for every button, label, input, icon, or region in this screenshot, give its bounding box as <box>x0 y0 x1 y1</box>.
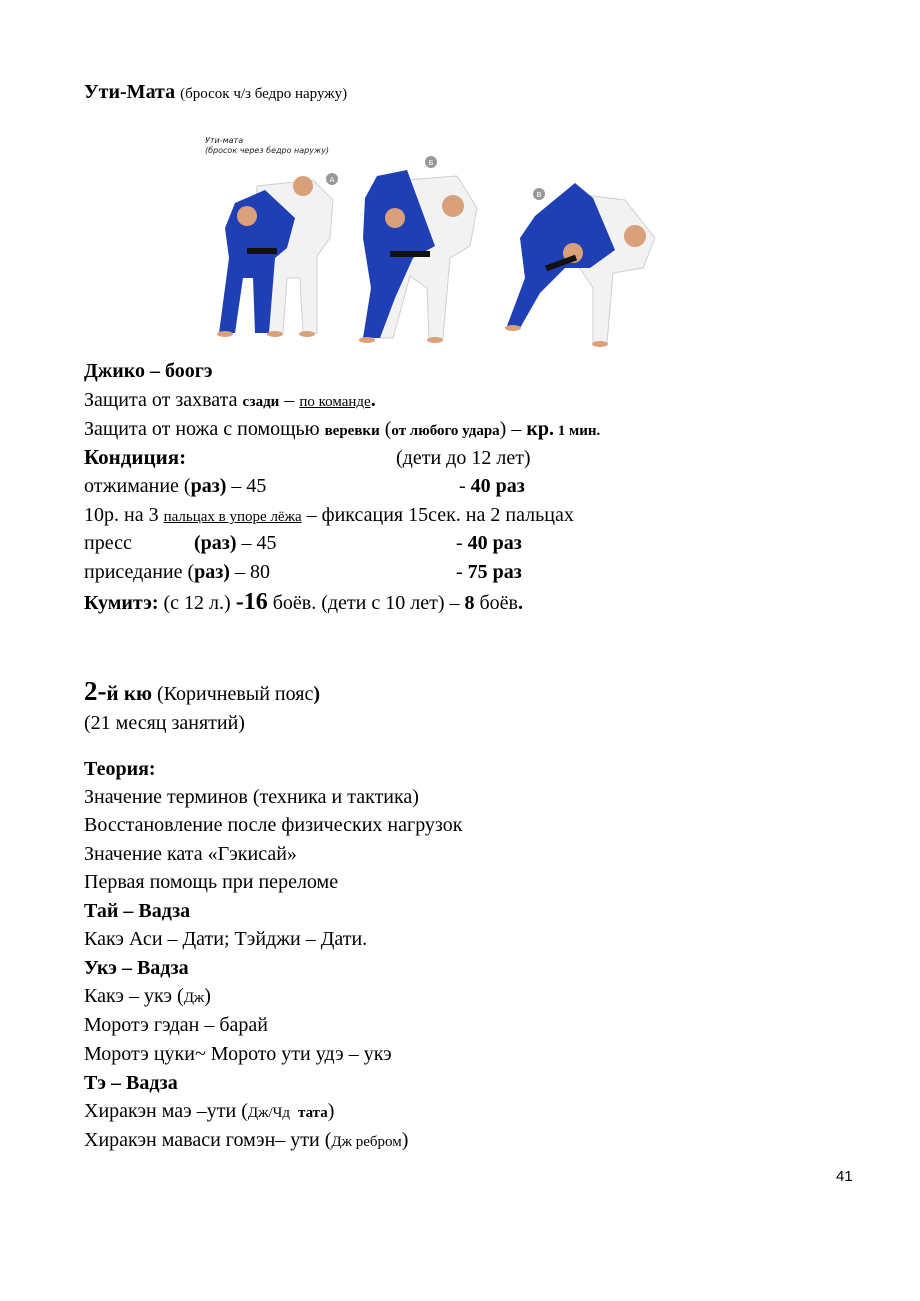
kyu-word: й кю <box>106 681 152 705</box>
uke-line-2: Моротэ гэдан – барай <box>84 1014 268 1036</box>
stage-c <box>505 183 655 347</box>
stage-b <box>359 156 477 343</box>
uke-l1-paren: ) <box>204 985 211 1007</box>
pushup-label: отжимание ( <box>84 475 191 497</box>
press-kids-value: 40 раз <box>467 532 522 554</box>
kumite-fights: боёв <box>474 592 518 614</box>
jiko-line-2 <box>84 417 600 443</box>
pushup-kids-dash: - <box>459 475 471 497</box>
fingers-suffix: – фиксация 15сек. на 2 пальцах <box>301 504 574 526</box>
press-kids-dash: - <box>456 532 468 554</box>
uke-l1-text: Какэ – укэ ( <box>84 985 184 1007</box>
jiko-line-1 <box>84 388 376 414</box>
uke-line-3: Моротэ цуки~ Морото ути удэ – укэ <box>84 1043 392 1065</box>
te-line-1 <box>84 1099 334 1125</box>
fingers-prefix: 10р. на 3 <box>84 504 164 526</box>
te-l2-abbr: Дж ребром <box>331 1134 402 1150</box>
subtitle-uchi-mata: (бросок ч/з бедро наружу) <box>180 86 348 102</box>
judo-throw-drawing <box>195 128 665 350</box>
row-press <box>84 531 132 555</box>
press-label: пресс <box>84 532 132 554</box>
theory-item: Первая помощь при переломе <box>84 871 339 893</box>
row-fingers <box>84 503 574 529</box>
squat-label: приседание ( <box>84 561 195 583</box>
jiko-l2-dash: ) – <box>499 418 527 440</box>
row-kumite <box>84 590 523 615</box>
te-l1-text: Хиракэн маэ –ути ( <box>84 1100 248 1122</box>
heading-te-vadza: Тэ – Вадза <box>84 1072 178 1094</box>
jiko-l1-text: Защита от захвата <box>84 389 243 411</box>
te-l1-tata: тата <box>298 1105 328 1121</box>
page-number: 41 <box>836 1168 853 1185</box>
jiko-l2-any-strike: от любого удара <box>391 423 500 439</box>
squat-value: – 80 <box>229 561 270 583</box>
tai-line: Какэ Аси – Дати; Тэйджи – Дати. <box>84 928 368 950</box>
squat-kids-value: 75 раз <box>467 561 522 583</box>
kumite-period: . <box>518 592 523 614</box>
uke-line-1 <box>84 984 211 1010</box>
te-l2-text: Хиракэн маваси гомэн– ути ( <box>84 1129 332 1151</box>
press-value: – 45 <box>236 532 277 554</box>
press-unit-value <box>194 531 276 555</box>
stage-b-label: Б <box>428 159 434 167</box>
press-unit: (раз) <box>194 532 237 554</box>
kumite-kids-count: 8 <box>464 592 475 614</box>
pushup-kids-value: 40 раз <box>470 475 525 497</box>
te-l1-paren: ) <box>327 1100 335 1122</box>
kumite-label: Кумитэ: <box>84 592 159 614</box>
pushup-value: – 45 <box>226 475 267 497</box>
kumite-adult-count: -16 <box>235 589 268 615</box>
uchi-mata-illustration <box>195 128 665 350</box>
kumite-kids-text: боёв. (дети с 10 лет) – <box>267 592 465 614</box>
row-squat <box>84 560 270 584</box>
stage-c-label: В <box>536 191 542 199</box>
figure-caption-line1: Ути-мата <box>205 136 244 145</box>
jiko-l1-dash: – <box>279 389 300 411</box>
heading-2-kyu <box>84 676 320 709</box>
stage-a <box>217 173 338 337</box>
heading-jiko-booge: Джико – боогэ <box>84 360 213 382</box>
section-title-uchi-mata <box>84 80 347 106</box>
te-l1-abbr: Дж/Чд <box>247 1105 291 1121</box>
condition-kids: (дети до 12 лет) <box>396 447 531 469</box>
fingers-underline: пальцах в упоре лёжа <box>163 509 302 525</box>
kyu-number: 2- <box>84 676 107 706</box>
pushup-kids <box>459 474 525 498</box>
theory-item: Значение ката «Гэкисай» <box>84 843 297 865</box>
jiko-l1-period: . <box>370 389 376 411</box>
row-pushup <box>84 474 266 498</box>
kyu-months: (21 месяц занятий) <box>84 712 245 734</box>
jiko-l1-bold: сзади <box>242 394 280 410</box>
te-l2-paren: ) <box>401 1129 409 1151</box>
squat-unit: раз) <box>194 561 230 583</box>
jiko-l2-duration: 1 мин. <box>554 423 601 439</box>
figure-caption-line2: (бросок через бедро наружу) <box>205 146 330 155</box>
jiko-l2-rope: веревки <box>324 423 380 439</box>
title-uchi-mata: Ути-Мата <box>84 81 176 103</box>
kumite-age: (с 12 л.) <box>158 592 236 614</box>
heading-theory: Теория: <box>84 758 156 780</box>
theory-item: Значение терминов (техника и тактика) <box>84 786 419 808</box>
jiko-l1-underline: по команде <box>299 394 371 410</box>
uke-l1-abbr: Дж <box>183 990 205 1006</box>
pushup-unit: раз) <box>190 475 227 497</box>
squat-kids <box>456 560 522 584</box>
jiko-l2-text: Защита от ножа с помощью <box>84 418 325 440</box>
heading-condition: Кондиция: <box>84 445 187 469</box>
kyu-belt: (Коричневый пояс <box>152 683 314 705</box>
press-kids <box>456 531 522 555</box>
figure-caption <box>205 136 329 156</box>
squat-kids-dash: - <box>456 561 468 583</box>
heading-uke-vadza: Укэ – Вадза <box>84 957 189 979</box>
te-line-2 <box>84 1128 408 1154</box>
jiko-l2-paren: ( <box>379 418 392 440</box>
theory-item: Восстановление после физических нагрузок <box>84 814 463 836</box>
heading-tai-vadza: Тай – Вадза <box>84 900 191 922</box>
jiko-l2-kr: кр. <box>526 418 554 440</box>
kyu-paren: ) <box>313 683 320 705</box>
stage-a-label: А <box>329 176 335 184</box>
